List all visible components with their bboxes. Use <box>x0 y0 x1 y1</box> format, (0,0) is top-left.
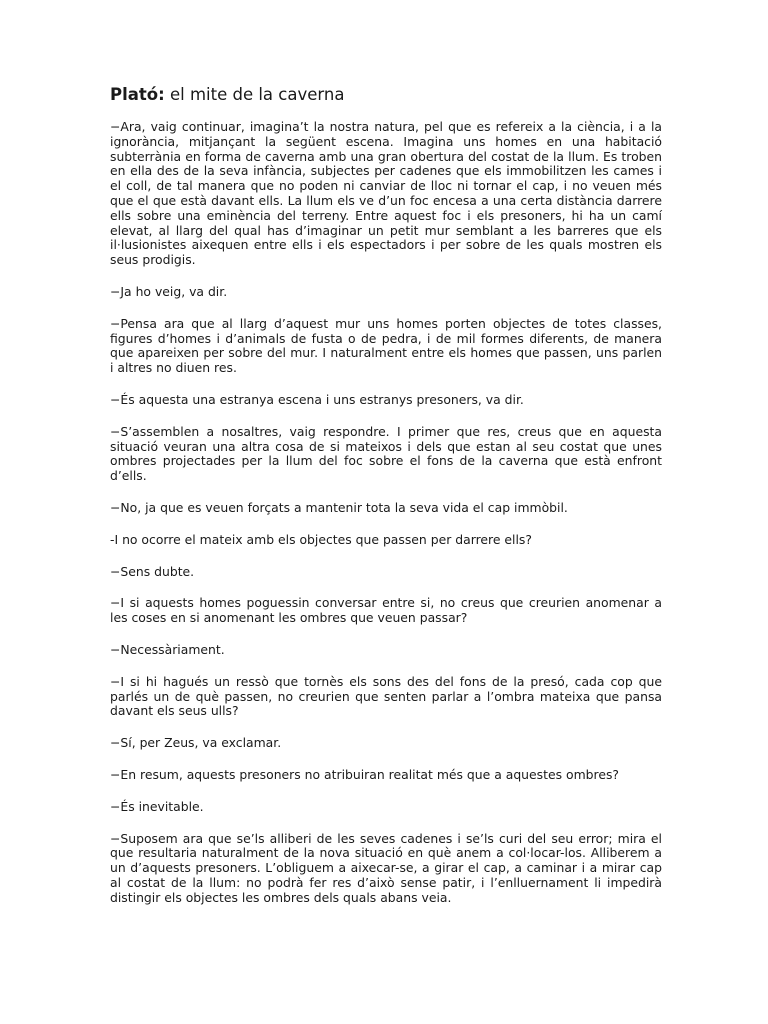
paragraph-7: -I no ocorre el mateix amb els objectes que passen per darrere ells? <box>110 531 532 547</box>
paragraph-8: −Sens dubte. <box>110 563 195 579</box>
title-text: el mite de la caverna <box>164 85 345 104</box>
title-author: Plató: <box>110 85 165 104</box>
paragraph-1: −Ara, vaig continuar, imagina’t la nostra natura, pel que es refereix a la ciència, i a la ignorància, mitjançant la següent escena. Imagina uns homes en una habitació subterrània en forma de caverna amb una gran obertura del costat de la llum. Es troben en ella des de la seva infància, subjectes per cadenes que els immobilitzen les cames i el coll, de tal manera que no poden ni canviar de lloc ni tornar el cap, i no veuen més que el que està davant ells. La llum els ve d’un foc encesa a una certa distància darrere ells sobre una eminència del terreny. Entre aquest foc i els presoners, hi ha un camí elevat, al llarg del qual has d’imaginar un petit mur semblant a les barreres que els il·lusionistes aixequen entre ells i els espectadors i per sobre de les quals mostren els seus prodigis. <box>110 119 662 268</box>
paragraph-3: −Pensa ara que al llarg d’aquest mur uns homes porten objectes de totes classes, figures d’homes i d’animals de fusta o de pedra, i de mil formes diferents, de manera que apareixen per sobre del mur. I naturalment entre els homes que passen, uns parlen i altres no diuen res. <box>110 315 662 376</box>
document-page <box>110 84 662 922</box>
paragraph-6: −No, ja que es veuen forçats a mantenir tota la seva vida el cap immòbil. <box>110 499 568 515</box>
paragraph-12: −Sí, per Zeus, va exclamar. <box>110 735 282 751</box>
paragraph-11: −I si hi hagués un ressò que tornès els sons des del fons de la presó, cada cop que parlés un de què passen, no creurien que senten parlar a l’ombra mateixa que pansa davant els seus ulls? <box>110 673 662 719</box>
paragraph-5: −S’assemblen a nosaltres, vaig respondre. I primer que res, creus que en aquesta situació veuran una altra cosa de si mateixos i dels que estan al seu costat que unes ombres projectades per la llum del foc sobre el fons de la caverna que està enfront d’ells. <box>110 423 662 484</box>
document-title <box>110 84 662 106</box>
paragraph-13: −En resum, aquests presoners no atribuiran realitat més que a aquestes ombres? <box>110 766 619 782</box>
paragraph-9: −I si aquests homes poguessin conversar entre si, no creus que creurien anomenar a les coses en si anomenant les ombres que veuen passar? <box>110 595 662 626</box>
paragraph-14: −És inevitable. <box>110 798 204 814</box>
paragraph-15: −Suposem ara que se’ls alliberi de les seves cadenes i se’ls curi del seu error; mira el que resultaria naturalment de la nova situació en què anem a col·locar-los. Alliberem a un d’aquests presoners. L’obliguem a aixecar-se, a girar el cap, a caminar i a mirar cap al costat de la llum: no podrà fer res d’això sense patir, i l’enlluernament li impedirà distingir els objectes les ombres dels quals abans veia. <box>110 830 662 905</box>
paragraph-2: −Ja ho veig, va dir. <box>110 283 228 299</box>
paragraph-4: −És aquesta una estranya escena i uns estranys presoners, va dir. <box>110 391 524 407</box>
paragraph-10: −Necessàriament. <box>110 641 225 657</box>
